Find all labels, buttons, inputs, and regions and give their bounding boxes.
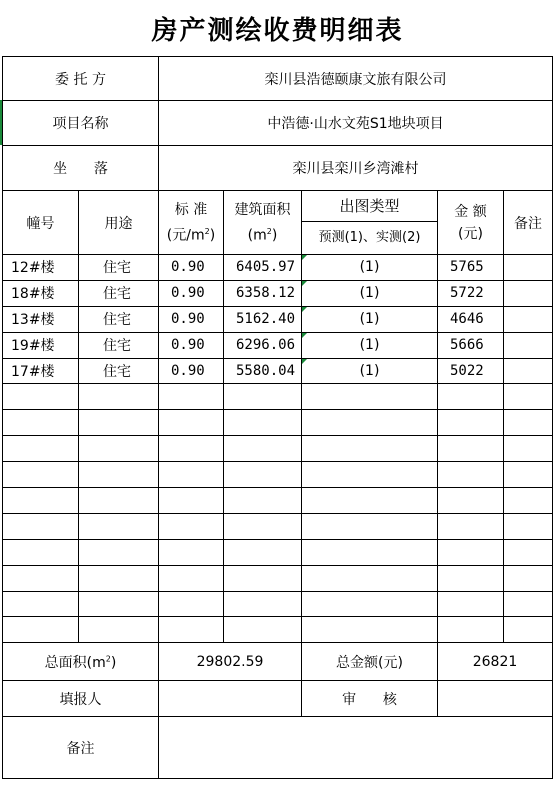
- project-row: [3, 101, 553, 146]
- cell-standard[interactable]: [159, 617, 224, 643]
- table-row: [3, 255, 553, 281]
- cell-building[interactable]: [3, 488, 79, 514]
- cell-marker-icon: [302, 281, 307, 286]
- location-value[interactable]: 栾川县栾川乡湾滩村: [159, 146, 553, 191]
- empty-row: [3, 462, 553, 488]
- cell-remark[interactable]: [504, 617, 553, 643]
- location-row: [3, 146, 553, 191]
- cell-usage[interactable]: [79, 436, 159, 462]
- cell-type[interactable]: [302, 255, 438, 281]
- empty-row: [3, 410, 553, 436]
- cell-type[interactable]: [302, 332, 438, 358]
- cell-building[interactable]: [3, 384, 79, 410]
- cell-area[interactable]: 5162.40: [224, 306, 302, 332]
- review-value[interactable]: [438, 681, 553, 717]
- empty-row: [3, 436, 553, 462]
- cell-standard[interactable]: 0.90: [159, 306, 224, 332]
- empty-row: [3, 565, 553, 591]
- header-amount-line1: 金 额: [454, 203, 487, 220]
- table-row: [3, 306, 553, 332]
- cell-usage[interactable]: 住宅: [79, 332, 159, 358]
- cell-amount[interactable]: [438, 488, 504, 514]
- cell-marker-icon: [302, 255, 307, 260]
- header-map-type-top: 出图类型: [302, 191, 437, 222]
- cell-type-text: (1): [359, 363, 380, 379]
- header-building: 幢号: [3, 191, 79, 255]
- cell-amount[interactable]: [438, 617, 504, 643]
- cell-usage[interactable]: [79, 488, 159, 514]
- cell-area[interactable]: [224, 539, 302, 565]
- sheet-title: 房产测绘收费明细表: [151, 15, 404, 46]
- cell-standard[interactable]: [159, 436, 224, 462]
- cell-remark[interactable]: [504, 565, 553, 591]
- cell-remark[interactable]: [504, 280, 553, 306]
- cell-building[interactable]: [3, 591, 79, 617]
- cell-usage[interactable]: [79, 591, 159, 617]
- empty-row: [3, 513, 553, 539]
- cell-remark[interactable]: [504, 436, 553, 462]
- cell-marker-icon: [302, 333, 307, 338]
- cell-building[interactable]: 13#楼: [3, 306, 79, 332]
- cell-type[interactable]: [302, 410, 438, 436]
- cell-building[interactable]: [3, 513, 79, 539]
- cell-type[interactable]: [302, 306, 438, 332]
- empty-row: [3, 617, 553, 643]
- header-map-type: [302, 191, 438, 255]
- cell-usage[interactable]: [79, 410, 159, 436]
- cell-type-text: (1): [359, 337, 380, 354]
- header-area-line1: 建筑面积: [234, 201, 291, 218]
- cell-remark[interactable]: [504, 255, 553, 281]
- review-label: 审 核: [302, 681, 438, 717]
- cell-building[interactable]: [3, 410, 79, 436]
- cell-area[interactable]: 6358.12: [224, 280, 302, 306]
- cell-usage[interactable]: [79, 617, 159, 643]
- cell-area[interactable]: [224, 565, 302, 591]
- cell-standard[interactable]: [159, 462, 224, 488]
- cell-remark[interactable]: [504, 410, 553, 436]
- cell-usage[interactable]: 住宅: [79, 280, 159, 306]
- cell-remark[interactable]: [504, 488, 553, 514]
- header-area-line2: $(m^2)$: [247, 226, 278, 244]
- cell-amount[interactable]: 5022: [438, 358, 504, 384]
- cell-usage[interactable]: [79, 384, 159, 410]
- header-standard-line2: (元$/m^2$): [166, 226, 216, 244]
- cell-standard[interactable]: [159, 384, 224, 410]
- header-usage: 用途: [79, 191, 159, 255]
- cell-marker-icon: [302, 359, 307, 364]
- filler-value[interactable]: [159, 681, 302, 717]
- cell-usage[interactable]: [79, 513, 159, 539]
- cell-standard[interactable]: 0.90: [159, 280, 224, 306]
- cell-standard[interactable]: [159, 565, 224, 591]
- cell-amount[interactable]: [438, 436, 504, 462]
- empty-row: [3, 539, 553, 565]
- cell-type[interactable]: [302, 513, 438, 539]
- cell-type[interactable]: [302, 539, 438, 565]
- cell-amount[interactable]: 5666: [438, 332, 504, 358]
- cell-standard[interactable]: [159, 488, 224, 514]
- cell-amount[interactable]: [438, 539, 504, 565]
- cell-type[interactable]: [302, 488, 438, 514]
- cell-standard[interactable]: 0.90: [159, 358, 224, 384]
- cell-building[interactable]: 18#楼: [3, 280, 79, 306]
- cell-marker-icon: [302, 307, 307, 312]
- cell-area[interactable]: [224, 617, 302, 643]
- cell-building[interactable]: [3, 462, 79, 488]
- cell-remark[interactable]: [504, 591, 553, 617]
- cell-standard[interactable]: [159, 539, 224, 565]
- cell-remark[interactable]: [504, 462, 553, 488]
- cell-remark[interactable]: [504, 358, 553, 384]
- total-amount-label: 总金额(元): [302, 643, 438, 681]
- header-standard: [159, 191, 224, 255]
- cell-building[interactable]: [3, 565, 79, 591]
- client-row: [3, 57, 553, 101]
- empty-row: [3, 591, 553, 617]
- cell-amount[interactable]: [438, 410, 504, 436]
- client-label: 委 托 方: [3, 57, 159, 101]
- cell-type-text: (1): [359, 285, 380, 302]
- cell-standard[interactable]: [159, 513, 224, 539]
- cell-usage[interactable]: [79, 462, 159, 488]
- cell-area[interactable]: [224, 488, 302, 514]
- cell-standard[interactable]: [159, 410, 224, 436]
- cell-usage[interactable]: 住宅: [79, 306, 159, 332]
- total-row: [3, 643, 553, 681]
- cell-building[interactable]: 19#楼: [3, 332, 79, 358]
- header-remark: 备注: [504, 191, 553, 255]
- empty-row: [3, 488, 553, 514]
- cell-standard[interactable]: [159, 591, 224, 617]
- cell-area[interactable]: [224, 462, 302, 488]
- cell-area[interactable]: [224, 436, 302, 462]
- cell-usage[interactable]: 住宅: [79, 255, 159, 281]
- cell-amount[interactable]: [438, 513, 504, 539]
- cell-type-text: (1): [359, 259, 380, 276]
- cell-usage[interactable]: [79, 539, 159, 565]
- cell-area[interactable]: [224, 410, 302, 436]
- filler-row: [3, 681, 553, 717]
- table-row: [3, 332, 553, 358]
- location-label: 坐 落: [3, 146, 159, 191]
- cell-type[interactable]: [302, 280, 438, 306]
- cell-building[interactable]: [3, 539, 79, 565]
- table-row: [3, 280, 553, 306]
- empty-row: [3, 384, 553, 410]
- cell-area[interactable]: [224, 384, 302, 410]
- cell-usage[interactable]: 住宅: [79, 358, 159, 384]
- cell-amount[interactable]: 5722: [438, 280, 504, 306]
- column-header-row: [3, 191, 553, 255]
- filler-label: 填报人: [3, 681, 159, 717]
- cell-type[interactable]: [302, 436, 438, 462]
- remark-row: [3, 717, 553, 779]
- cell-area[interactable]: [224, 513, 302, 539]
- cell-usage[interactable]: [79, 565, 159, 591]
- remark-value[interactable]: [159, 717, 553, 779]
- cell-building[interactable]: [3, 617, 79, 643]
- fee-detail-table: [2, 56, 553, 779]
- cell-amount[interactable]: 5765: [438, 255, 504, 281]
- table-row: [3, 358, 553, 384]
- cell-remark[interactable]: [504, 332, 553, 358]
- project-value[interactable]: 中浩德·山水文苑S1地块项目: [159, 101, 553, 146]
- header-amount-line2: (元): [458, 225, 483, 242]
- cell-amount[interactable]: 4646: [438, 306, 504, 332]
- remark-label: 备注: [3, 717, 159, 779]
- header-area: [224, 191, 302, 255]
- cell-remark[interactable]: [504, 306, 553, 332]
- cell-type[interactable]: [302, 462, 438, 488]
- cell-type[interactable]: [302, 617, 438, 643]
- cell-amount[interactable]: [438, 462, 504, 488]
- cell-type-text: (1): [359, 311, 380, 328]
- header-standard-line1: 标 准: [174, 201, 208, 218]
- cell-remark[interactable]: [504, 513, 553, 539]
- cell-type[interactable]: [302, 565, 438, 591]
- cell-remark[interactable]: [504, 539, 553, 565]
- client-value[interactable]: 栾川县浩德颐康文旅有限公司: [159, 57, 553, 101]
- cell-standard[interactable]: 0.90: [159, 255, 224, 281]
- cell-building[interactable]: 12#楼: [3, 255, 79, 281]
- cell-standard[interactable]: 0.90: [159, 332, 224, 358]
- cell-remark[interactable]: [504, 384, 553, 410]
- cell-type[interactable]: [302, 384, 438, 410]
- cell-amount[interactable]: [438, 565, 504, 591]
- cell-type[interactable]: [302, 591, 438, 617]
- total-area-label: 总面积$(m^2)$: [3, 643, 159, 681]
- cell-building[interactable]: 17#楼: [3, 358, 79, 384]
- header-amount: [438, 191, 504, 255]
- cell-area[interactable]: 6296.06: [224, 332, 302, 358]
- cell-area[interactable]: [224, 591, 302, 617]
- cell-building[interactable]: [3, 436, 79, 462]
- cell-amount[interactable]: [438, 591, 504, 617]
- header-map-type-bottom: 预测(1)、实测(2): [318, 230, 421, 245]
- cell-area[interactable]: 5580.04: [224, 358, 302, 384]
- project-label: 项目名称: [3, 101, 159, 146]
- total-area-value[interactable]: 29802.59: [159, 643, 302, 681]
- cell-amount[interactable]: [438, 384, 504, 410]
- total-amount-value[interactable]: 26821: [438, 643, 553, 681]
- cell-type[interactable]: [302, 358, 438, 384]
- cell-area[interactable]: 6405.97: [224, 255, 302, 281]
